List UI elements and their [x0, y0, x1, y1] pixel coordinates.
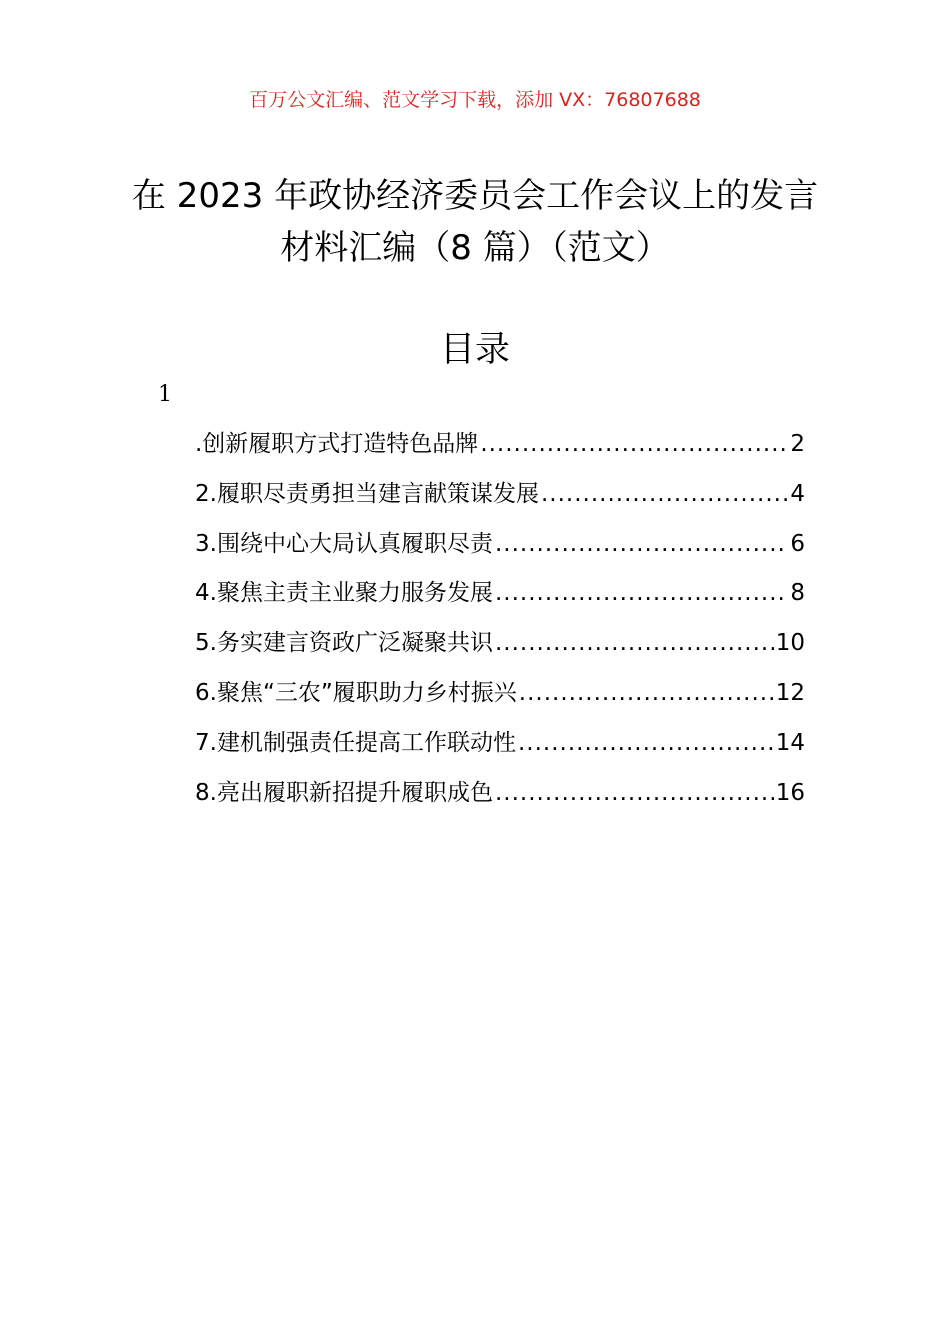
toc-entry[interactable]	[195, 619, 805, 669]
toc-entry-page: 10	[775, 630, 805, 657]
toc-leader-dots	[541, 470, 788, 520]
toc-entry-page: 4	[790, 480, 805, 507]
toc-leader-dots	[518, 719, 774, 769]
toc-entry-label: 3.围绕中心大局认真履职尽责	[195, 530, 493, 557]
toc-entry-page: 12	[775, 679, 805, 706]
toc-entry-label: .创新履职方式打造特色品牌	[195, 431, 479, 457]
toc-entry[interactable]	[195, 669, 805, 719]
toc-entry-page: 14	[775, 729, 805, 756]
toc-entry-label: 8.亮出履职新招提升履职成色	[195, 779, 493, 806]
toc-leader-dots	[495, 619, 774, 669]
toc-entry-page: 16	[775, 779, 805, 806]
toc-leader-dots	[495, 520, 788, 570]
toc-entry[interactable]	[195, 520, 805, 570]
toc-entry-page: 2	[790, 431, 805, 457]
table-of-contents	[195, 420, 805, 818]
toc-entry-label: 5.务实建言资政广泛凝聚共识	[195, 630, 493, 657]
toc-entry[interactable]	[195, 470, 805, 520]
toc-leader-dots	[495, 569, 788, 619]
toc-entry-page: 6	[790, 530, 805, 557]
toc-entry[interactable]	[195, 420, 805, 470]
header-note: 百万公文汇编、范文学习下载，添加 VX：76807688	[249, 89, 701, 111]
toc-heading: 目录	[439, 330, 510, 370]
toc-entry-label: 4.聚焦主责主业聚力服务发展	[195, 580, 493, 607]
toc-entry[interactable]	[195, 769, 805, 819]
toc-leader-dots	[519, 669, 774, 719]
toc-entry[interactable]	[195, 569, 805, 619]
toc-leader-dots	[495, 769, 774, 819]
toc-entry-label: 2.履职尽责勇担当建言献策谋发展	[195, 480, 539, 507]
toc-entry[interactable]	[195, 719, 805, 769]
toc-leader-dots	[480, 420, 788, 470]
document-title: 在 2023 年政协经济委员会工作会议上的发言材料汇编（8 篇）（范文）	[131, 176, 819, 268]
toc-entry-page: 8	[790, 580, 805, 607]
toc-entry-label: 6.聚焦“三农”履职助力乡村振兴	[195, 679, 517, 706]
toc-entry-label: 7.建机制强责任提高工作联动性	[195, 729, 516, 756]
stray-number: 1	[158, 382, 172, 407]
